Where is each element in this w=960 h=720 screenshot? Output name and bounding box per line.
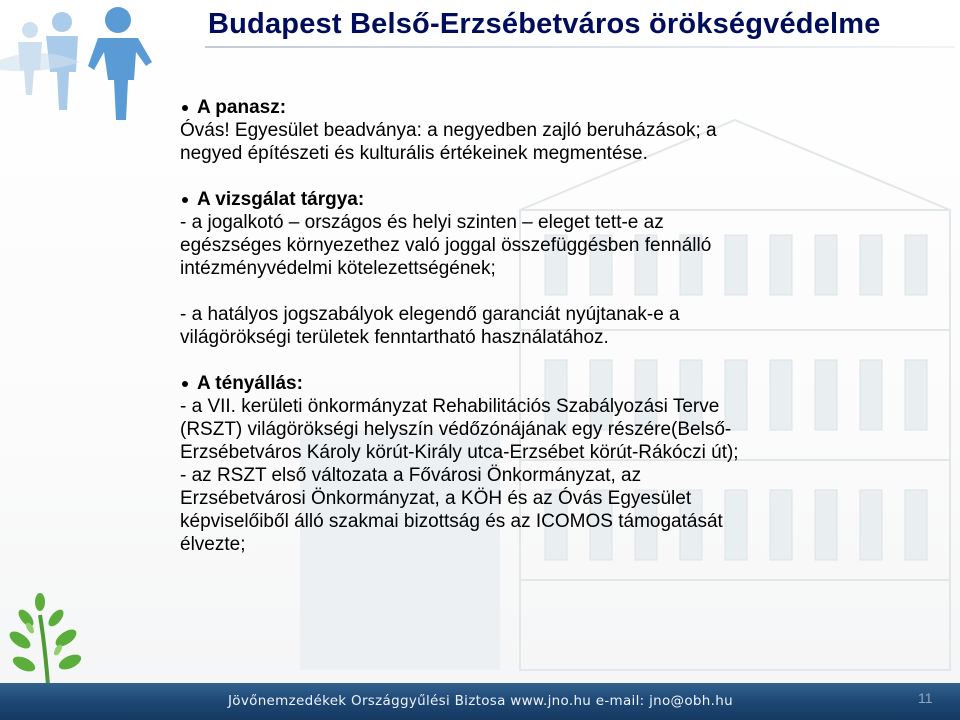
page-title: Budapest Belső-Erzsébetváros örökségvédelme <box>208 8 881 40</box>
section-heading-panasz <box>180 96 900 119</box>
plant-sprout-icon <box>0 580 100 685</box>
heading-text: A tényállás: <box>197 373 303 394</box>
section-heading-tenyallas <box>180 372 900 395</box>
text-line: - a hatályos jogszabályok elegendő garanciát nyújtanak-e a <box>180 304 680 325</box>
footer-text: Jövőnemzedékek Országgyűlési Biztosa www.jno.hu e-mail: jno@obh.hu <box>228 693 733 709</box>
text-line: - a VII. kerületi önkormányzat Rehabilitációs Szabályozási Terve <box>180 396 720 417</box>
bullet-dot-icon <box>182 197 188 203</box>
heading-text: A panasz: <box>197 97 287 118</box>
text-line: intézményvédelmi kötelezettségének; <box>180 258 496 279</box>
text-line: képviselőiből álló szakmai bizottság és az ICOMOS támogatását <box>180 511 723 532</box>
text-line: Óvás! Egyesület beadványa: a negyedben zajló beruházások; a <box>180 120 717 141</box>
text-line: - az RSZT első változata a Fővárosi Önkormányzat, az <box>180 465 642 486</box>
heading-text: A vizsgálat tárgya: <box>197 189 365 210</box>
text-line: egészséges környezethez való joggal összefüggésben fennálló <box>180 235 712 256</box>
text-line: negyed építészeti és kulturális értékeinek megmentése. <box>180 143 648 164</box>
text-line: - a jogalkotó – országos és helyi szinten – eleget tett-e az <box>180 212 664 233</box>
title-underline <box>205 46 955 48</box>
text-line: világörökségi területek fenntartható használatához. <box>180 327 609 348</box>
people-silhouettes-icon <box>0 0 190 125</box>
bullet-dot-icon <box>182 105 188 111</box>
text-line: Erzsébetvárosi Önkormányzat, a KÖH és az Óvás Egyesület <box>180 488 692 509</box>
section-heading-vizsgalat <box>180 188 900 211</box>
page-number: 11 <box>918 690 933 706</box>
text-line: élvezte; <box>180 534 246 555</box>
slide-content <box>180 96 900 556</box>
text-line: Erzsébetváros Károly körút-Király utca-Erzsébet körút-Rákóczi út); <box>180 442 739 463</box>
text-line: (RSZT) világörökségi helyszín védőzónájának egy részére(Belső- <box>180 419 732 440</box>
bullet-dot-icon <box>182 381 188 387</box>
